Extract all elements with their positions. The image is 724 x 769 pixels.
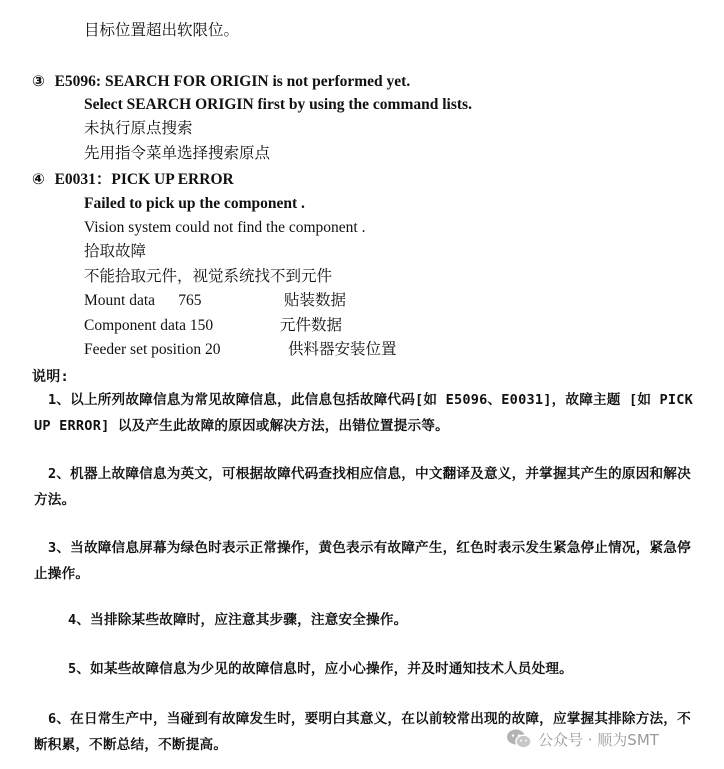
error-e0031-detail: Vision system could not find the component .	[84, 219, 366, 236]
circled-number-4: ④	[32, 170, 45, 188]
watermark-text: 公众号 · 顺为SMT	[538, 730, 659, 749]
watermark	[506, 727, 659, 751]
note-item-5: 5、如某些故障信息为少见的故障信息时，应小心操作，并及时通知技术人员处理。	[68, 661, 573, 677]
note-item-4: 4、当排除某些故障时，应注意其步骤，注意安全操作。	[68, 612, 408, 628]
note-item-1: 1、以上所列故障信息为常见故障信息，此信息包括故障代码[如 E5096、E0031]，故障主题 [如 PICK UP ERROR] 以及产生此故障的原因或解决方法，出错位置提示等。	[34, 392, 694, 434]
error-e5096-instruction: Select SEARCH ORIGIN first by using the command lists.	[84, 96, 472, 113]
circled-number-3: ③	[32, 72, 45, 90]
data-row-label: Mount data 765	[84, 292, 202, 309]
error-e5096-zh-2: 先用指令菜单选择搜索原点	[84, 145, 271, 162]
error-e0031-zh-1: 拾取故障	[84, 243, 147, 260]
data-row-label: Component data 150	[84, 317, 214, 334]
error-e0031-heading	[32, 169, 234, 190]
error-e5096-zh-1: 未执行原点搜索	[84, 120, 193, 137]
error-e0031-message: Failed to pick up the component .	[84, 195, 305, 212]
data-row-zh: 贴装数据	[284, 292, 347, 309]
error-e5096-heading	[32, 71, 410, 92]
notes-heading: 说明:	[32, 369, 70, 385]
data-row-zh: 供料器安装位置	[288, 341, 397, 358]
error-e0031-code: E0031：PICK UP ERROR	[54, 171, 234, 188]
top-line: 目标位置超出软限位。	[84, 22, 240, 39]
wechat-icon	[506, 728, 532, 750]
note-item-2: 2、机器上故障信息为英文，可根据故障代码查找相应信息，中文翻译及意义，并掌握其产生的原因和解决方法。	[34, 466, 691, 508]
error-e0031-zh-2: 不能拾取元件，视觉系统找不到元件	[84, 268, 333, 285]
data-row-zh: 元件数据	[280, 317, 343, 334]
note-item-6: 6、在日常生产中，当碰到有故障发生时，要明白其意义，在以前较常出现的故障，应掌握其排除方法，不断积累，不断总结，不断提高。	[34, 711, 691, 753]
note-item-3: 3、当故障信息屏幕为绿色时表示正常操作，黄色表示有故障产生，红色时表示发生紧急停止情况，紧急停止操作。	[34, 540, 691, 582]
data-row-label: Feeder set position 20	[84, 341, 221, 358]
error-e5096-code: E5096: SEARCH FOR ORIGIN is not performed yet.	[54, 73, 411, 90]
